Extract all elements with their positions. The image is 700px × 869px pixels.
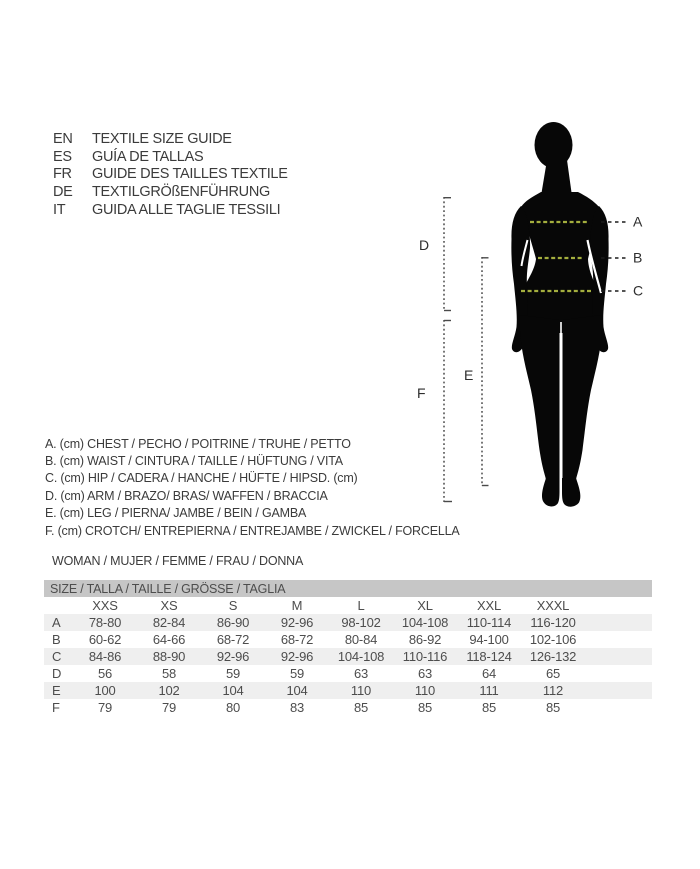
table-cell: 110 (350, 683, 372, 698)
table-cell: 118-124 (466, 649, 512, 664)
language-row (53, 166, 288, 184)
table-cell: 111 (479, 683, 499, 698)
table-cell: 63 (417, 666, 433, 681)
legend-line-d: D. (cm) ARM / BRAZO/ BRAS/ WAFFEN / BRACCIA (45, 488, 328, 503)
left-foot-shape (542, 478, 559, 506)
table-cell: 68-72 (280, 632, 314, 647)
table-cell: 64 (481, 666, 497, 681)
row-label: E (52, 683, 61, 698)
table-cell: 112 (542, 683, 564, 698)
measure-label-f: F (417, 385, 426, 401)
table-cell: 92-96 (280, 615, 314, 630)
language-code: DE (53, 184, 73, 201)
table-cell: 110-116 (402, 649, 448, 664)
table-cell: 104 (286, 683, 308, 698)
size-column-header-row (44, 597, 652, 614)
right-leg-shape (563, 315, 603, 481)
column-header: XXXL (536, 598, 570, 613)
table-cell: 78-80 (88, 615, 122, 630)
table-cell: 63 (353, 666, 369, 681)
table-cell: 85 (417, 700, 433, 715)
table-cell: 82-84 (152, 615, 186, 630)
table-cell: 86-90 (216, 615, 250, 630)
table-cell: 80 (225, 700, 241, 715)
language-title-list (53, 130, 288, 219)
measure-label-c: C (633, 282, 644, 299)
table-row-c (44, 648, 652, 665)
table-row-e (44, 682, 652, 699)
corner-cell (44, 597, 73, 614)
table-cell: 88-90 (152, 649, 186, 664)
row-label: A (52, 615, 61, 630)
table-row-a (44, 614, 652, 631)
table-cell: 110-114 (466, 615, 512, 630)
table-cell: 56 (97, 666, 113, 681)
gender-heading: WOMAN / MUJER / FEMME / FRAU / DONNA (52, 554, 304, 568)
column-header: S (228, 598, 238, 613)
row-label: B (52, 632, 61, 647)
table-cell: 116-120 (530, 615, 576, 630)
measure-label-b: B (633, 249, 643, 266)
table-cell: 58 (161, 666, 177, 681)
table-cell: 104-108 (401, 615, 449, 630)
woman-silhouette (511, 122, 608, 507)
table-cell: 68-72 (216, 632, 250, 647)
row-label: C (52, 649, 62, 664)
language-row (53, 183, 288, 201)
table-cell: 85 (353, 700, 369, 715)
measure-label-d: D (419, 237, 430, 253)
legend-line-b: B. (cm) WAIST / CINTURA / TAILLE / HÜFTUNG / VITA (45, 454, 343, 469)
table-cell: 79 (161, 700, 177, 715)
language-title: GUIDE DES TAILLES TEXTILE (92, 166, 288, 183)
table-cell: 79 (97, 700, 113, 715)
table-cell: 60-62 (88, 632, 122, 647)
table-cell: 126-132 (529, 649, 577, 664)
table-cell: 85 (481, 700, 497, 715)
measurement-legend (45, 435, 459, 539)
table-cell: 102 (158, 683, 180, 698)
language-code: ES (53, 148, 72, 165)
table-cell: 64-66 (152, 632, 186, 647)
left-leg-shape (520, 315, 560, 481)
language-code: FR (53, 166, 72, 183)
table-cell: 84-86 (88, 649, 122, 664)
row-label: F (52, 700, 60, 715)
language-row (53, 201, 288, 219)
table-cell: 100 (94, 683, 116, 698)
table-cell: 104-108 (337, 649, 385, 664)
table-cell: 102-106 (529, 632, 577, 647)
language-row (53, 130, 288, 148)
row-label: D (52, 666, 62, 681)
table-cell: 85 (545, 700, 561, 715)
language-title: GUÍA DE TALLAS (92, 148, 204, 165)
table-cell: 104 (222, 683, 244, 698)
size-table-header-bar: SIZE / TALLA / TAILLE / GRÖSSE / TAGLIA (44, 580, 652, 597)
right-foot-shape (562, 478, 580, 507)
measure-label-a: A (633, 213, 643, 230)
column-header: XXS (92, 598, 118, 613)
table-cell: 98-102 (341, 615, 381, 630)
table-cell: 59 (289, 666, 305, 681)
language-title: TEXTILE SIZE GUIDE (92, 130, 232, 147)
table-cell: 94-100 (469, 632, 509, 647)
size-table (44, 580, 652, 716)
column-header: XXL (477, 598, 501, 613)
language-code: EN (53, 130, 73, 147)
table-cell: 86-92 (408, 632, 442, 647)
table-cell: 80-84 (344, 632, 378, 647)
language-code: IT (53, 202, 66, 219)
table-cell: 65 (545, 666, 561, 681)
legend-line-a: A. (cm) CHEST / PECHO / POITRINE / TRUHE / PETTO (45, 436, 351, 451)
table-cell: 92-96 (280, 649, 314, 664)
legend-line-c: C. (cm) HIP / CADERA / HANCHE / HÜFTE / HIPSD. (cm) (45, 471, 358, 486)
language-title: TEXTILGRÖßENFÜHRUNG (92, 184, 270, 201)
language-row (53, 148, 288, 166)
table-cell: 59 (225, 666, 241, 681)
table-cell: 83 (289, 700, 305, 715)
column-header: L (357, 598, 365, 613)
column-header: XL (417, 598, 433, 613)
table-row-d (44, 665, 652, 682)
table-row-f (44, 699, 652, 716)
table-cell: 92-96 (216, 649, 250, 664)
column-header: M (291, 598, 303, 613)
table-row-b (44, 631, 652, 648)
language-title: GUIDA ALLE TAGLIE TESSILI (92, 202, 281, 219)
legend-line-f: F. (cm) CROTCH/ ENTREPIERNA / ENTREJAMBE / ZWICKEL / FORCELLA (45, 523, 460, 538)
torso-shape (519, 192, 601, 333)
table-cell: 110 (414, 683, 436, 698)
measure-label-e: E (464, 367, 474, 383)
legend-line-e: E. (cm) LEG / PIERNA/ JAMBE / BEIN / GAMBA (45, 506, 307, 521)
column-header: XS (160, 598, 178, 613)
